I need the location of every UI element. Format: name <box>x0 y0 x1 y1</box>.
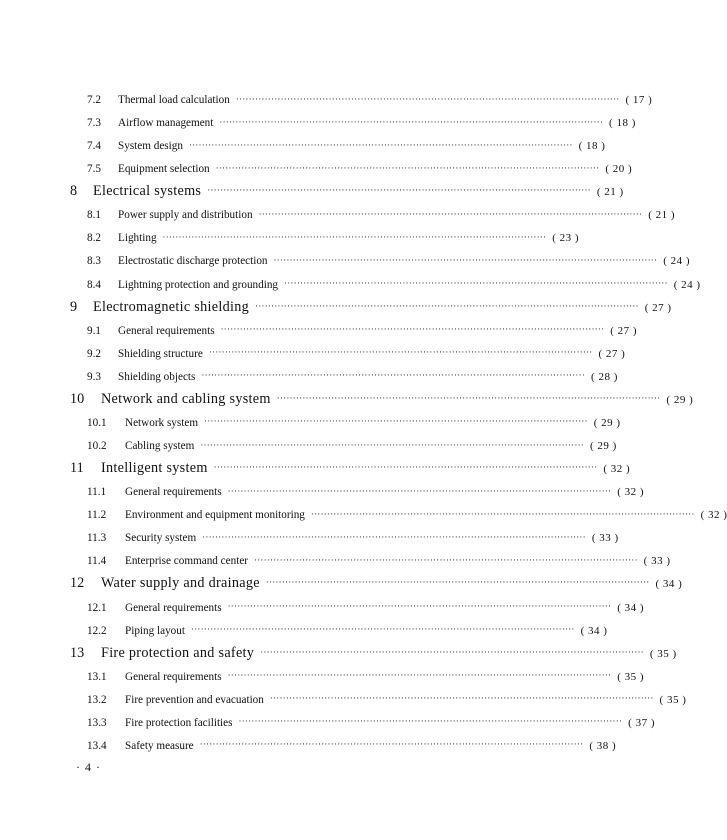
toc-entry-number: 13.2 <box>87 693 107 706</box>
toc-chapter-entry <box>70 390 694 408</box>
toc-section-entry <box>70 116 636 130</box>
dot-leader: ························································································································ <box>284 278 668 289</box>
toc-section-entry <box>70 416 621 429</box>
dot-leader: ························································································································ <box>227 601 612 612</box>
page-number-footer: · 4 · <box>76 760 101 774</box>
toc-entry-number: 13 <box>70 644 85 661</box>
toc-entry-title: Electromagnetic shielding <box>93 298 250 315</box>
toc-entry-page: ( 29 ) <box>666 393 694 406</box>
toc-entry-page: ( 32 ) <box>603 463 631 476</box>
toc-entry-title: Equipment selection <box>118 163 210 176</box>
toc-entry-number: 7.5 <box>87 163 101 176</box>
toc-entry-page: ( 34 ) <box>617 601 645 614</box>
toc-entry-number: 12 <box>70 575 85 592</box>
dot-leader: ························································································································ <box>190 624 575 635</box>
toc-entry-number: 13.4 <box>87 739 107 752</box>
toc-entry-number: 8.4 <box>87 278 101 291</box>
toc-entry-page: ( 35 ) <box>659 693 687 706</box>
toc-entry-title: Electrostatic discharge protection <box>118 255 268 268</box>
dot-leader: ························································································································ <box>227 670 612 681</box>
toc-entry-title: General requirements <box>118 324 215 337</box>
toc-section-entry <box>70 370 618 383</box>
toc-entry-title: Safety measure <box>125 739 194 752</box>
toc-section-entry <box>70 278 701 291</box>
toc-entry-title: Enterprise command center <box>125 555 249 568</box>
dot-leader: ························································································································ <box>273 254 658 265</box>
toc-section-entry <box>70 624 608 637</box>
dot-leader: ························································································································ <box>258 208 643 219</box>
toc-entry-title: General requirements <box>125 601 222 614</box>
dot-leader: ························································································································ <box>219 116 604 127</box>
dot-leader: ························································································································ <box>202 531 586 542</box>
toc-chapter-entry <box>70 183 624 200</box>
toc-entry-page: ( 35 ) <box>617 670 645 683</box>
toc-section-entry <box>70 347 626 360</box>
toc-entry-page: ( 29 ) <box>589 440 617 453</box>
toc-entry-page: ( 27 ) <box>610 324 638 337</box>
toc-entry-number: 9 <box>70 298 78 315</box>
toc-entry-page: ( 28 ) <box>591 370 618 383</box>
toc-entry-number: 9.1 <box>87 324 101 337</box>
toc-entry-title: Fire protection facilities <box>125 716 233 729</box>
toc-entry-title: Water supply and drainage <box>101 575 260 592</box>
toc-entry-number: 11.2 <box>87 509 107 522</box>
toc-entry-title: Shielding objects <box>118 370 196 383</box>
dot-leader: ························································································································ <box>254 554 638 565</box>
toc-section-entry <box>70 693 687 706</box>
dot-leader: ························································································································ <box>310 508 695 519</box>
toc-section-entry <box>70 162 633 176</box>
toc-section-entry <box>70 670 645 683</box>
toc-entry-number: 10.2 <box>87 440 107 453</box>
toc-entry-title: Thermal load calculation <box>118 94 230 106</box>
toc-section-entry <box>70 508 727 522</box>
toc-entry-page: ( 27 ) <box>598 347 626 360</box>
toc-entry-number: 13.3 <box>87 716 107 729</box>
toc-chapter-entry <box>70 460 631 477</box>
toc-entry-page: ( 34 ) <box>580 624 608 637</box>
toc-entry-number: 8.1 <box>87 209 101 222</box>
toc-entry-page: ( 17 ) <box>625 94 653 106</box>
toc-entry-number: 9.3 <box>87 370 101 383</box>
toc-entry-title: Network system <box>125 416 199 429</box>
dot-leader: ························································································································ <box>220 324 605 335</box>
toc-entry-number: 11 <box>70 460 84 477</box>
toc-entry-title: Lighting <box>118 232 157 245</box>
toc-section-entry <box>70 439 617 453</box>
dot-leader: ························································································································ <box>260 646 644 657</box>
toc-entry-title: Power supply and distribution <box>118 209 253 222</box>
toc-entry-title: Environment and equipment monitoring <box>125 509 305 522</box>
toc-entry-page: ( 21 ) <box>648 209 676 222</box>
toc-entry-title: Security system <box>125 532 197 545</box>
toc-entry-page: ( 21 ) <box>596 186 624 199</box>
toc-entry-number: 9.2 <box>87 347 101 360</box>
toc-section-entry <box>70 739 617 752</box>
toc-chapter-entry <box>70 644 677 662</box>
toc-entry-number: 10 <box>70 390 85 407</box>
toc-section-entry <box>70 254 691 268</box>
toc-entry-page: ( 37 ) <box>628 716 655 729</box>
dot-leader: ························································································································ <box>269 693 654 704</box>
toc-entry-page: ( 24 ) <box>673 278 701 291</box>
toc-entry-title: Lightning protection and grounding <box>118 278 279 291</box>
toc-entry-number: 7.2 <box>87 94 101 106</box>
dot-leader: ························································································································ <box>213 462 598 473</box>
dot-leader: ························································································································ <box>199 739 584 750</box>
toc-section-entry <box>70 139 606 153</box>
dot-leader: ························································································································ <box>204 416 588 427</box>
toc-entry-title: Shielding structure <box>118 347 203 360</box>
toc-entry-number: 8.2 <box>87 232 101 245</box>
dot-leader: ························································································································ <box>276 392 661 403</box>
toc-entry-page: ( 27 ) <box>644 301 672 314</box>
toc-chapter-entry <box>70 575 683 592</box>
dot-leader: ························································································································ <box>207 185 591 196</box>
toc-entry-number: 10.1 <box>87 416 107 429</box>
toc-entry-title: Intelligent system <box>101 460 208 477</box>
toc-entry-page: ( 33 ) <box>591 532 619 545</box>
toc-entry-title: Airflow management <box>118 117 214 130</box>
toc-section-entry <box>70 231 580 245</box>
toc-entry-page: ( 18 ) <box>578 140 606 153</box>
toc-entry-number: 8 <box>70 183 78 200</box>
toc-entry-page: ( 33 ) <box>643 555 671 568</box>
dot-leader: ························································································································ <box>227 485 612 496</box>
toc-entry-number: 12.2 <box>87 624 107 637</box>
dot-leader: ························································································································ <box>255 300 639 311</box>
toc-entry-page: ( 23 ) <box>552 232 580 245</box>
toc-entry-title: General requirements <box>125 670 222 683</box>
dot-leader: ························································································································ <box>162 231 547 242</box>
toc-entry-number: 13.1 <box>87 670 107 683</box>
dot-leader: ························································································································ <box>238 716 623 727</box>
dot-leader: ························································································································ <box>265 577 650 588</box>
toc-entry-title: Fire prevention and evacuation <box>125 693 264 706</box>
dot-leader: ························································································································ <box>188 139 573 150</box>
toc-entry-title: Piping layout <box>125 624 185 637</box>
toc-section-entry <box>70 554 671 568</box>
toc-entry-page: ( 38 ) <box>589 739 617 752</box>
toc-chapter-entry <box>70 298 672 316</box>
dot-leader: ························································································································ <box>208 347 593 358</box>
toc-entry-title: System design <box>118 140 183 153</box>
toc-entry-page: ( 24 ) <box>663 255 691 268</box>
toc-section-entry <box>70 531 619 545</box>
toc-entry-number: 11.3 <box>87 532 107 545</box>
toc-entry-number: 11.1 <box>87 486 107 499</box>
toc-section-entry <box>70 93 653 106</box>
toc-entry-page: ( 29 ) <box>593 416 621 429</box>
toc-section-entry <box>70 485 645 499</box>
dot-leader: ························································································································ <box>215 162 600 173</box>
toc-entry-page: ( 34 ) <box>655 578 683 591</box>
toc-entry-number: 7.4 <box>87 140 101 153</box>
toc-entry-title: Cabling system <box>125 440 195 453</box>
toc-entry-page: ( 32 ) <box>617 486 645 499</box>
toc-section-entry <box>70 324 638 337</box>
toc-entry-title: Network and cabling system <box>101 390 271 407</box>
toc-entry-number: 8.3 <box>87 255 101 268</box>
dot-leader: ························································································································ <box>235 93 620 104</box>
toc-entry-number: 7.3 <box>87 117 101 130</box>
toc-entry-title: General requirements <box>125 486 222 499</box>
toc-entry-number: 11.4 <box>87 555 107 568</box>
toc-entry-page: ( 32 ) <box>700 509 727 522</box>
toc-entry-page: ( 18 ) <box>609 117 636 130</box>
toc-entry-number: 12.1 <box>87 601 107 614</box>
toc-entry-page: ( 20 ) <box>605 163 633 176</box>
toc-section-entry <box>70 208 676 222</box>
dot-leader: ························································································································ <box>201 370 586 381</box>
toc-section-entry <box>70 716 655 729</box>
toc-entry-page: ( 35 ) <box>649 647 677 660</box>
toc-entry-title: Fire protection and safety <box>101 644 255 661</box>
dot-leader: ························································································································ <box>200 439 584 450</box>
toc-entry-title: Electrical systems <box>93 183 202 200</box>
toc-section-entry <box>70 601 645 614</box>
